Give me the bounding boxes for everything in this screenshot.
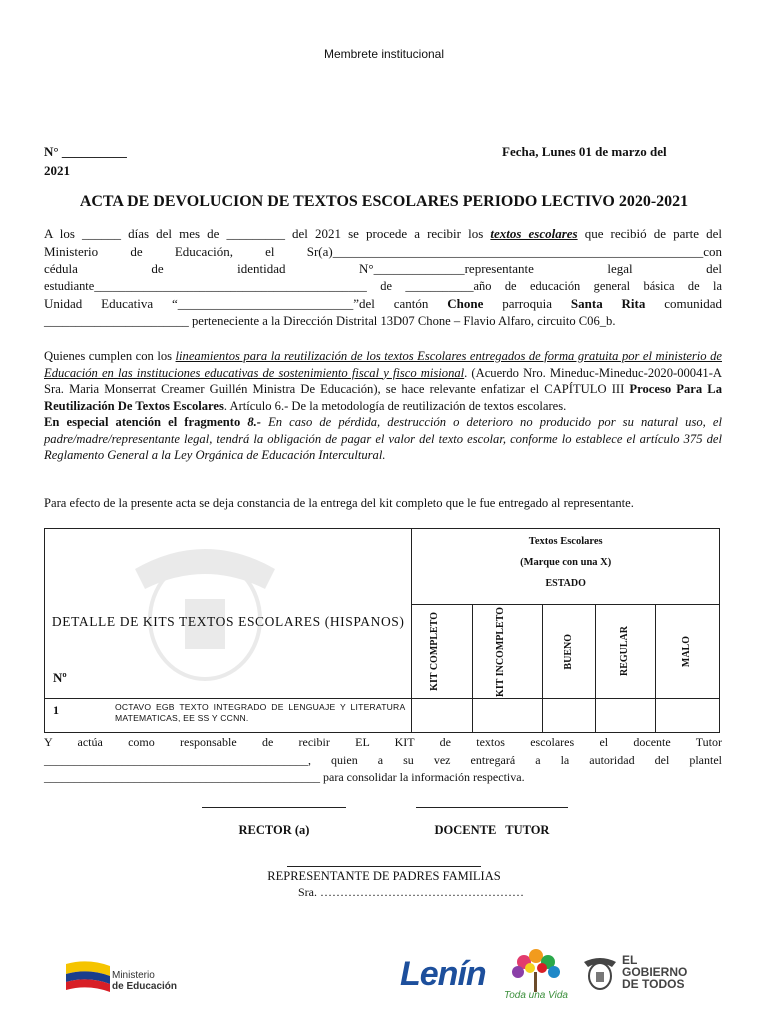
- canton-label: el cantón: [365, 296, 429, 311]
- gobierno-de-todos-logo: [582, 954, 702, 998]
- col-kit-completo: [412, 605, 472, 699]
- date-year: 2021: [44, 163, 70, 178]
- detail-header-text: DETALLE DE KITS TEXTOS ESCOLARES (HISPANOS): [51, 614, 405, 629]
- gobierno-line-2: GOBIERNO: [622, 965, 688, 979]
- col-malo-label: MALO: [681, 635, 693, 668]
- textos-escolares-emphasis: textos escolares: [490, 226, 578, 241]
- ecuador-coat-of-arms-icon: [582, 954, 618, 994]
- textos-escolares-header: [412, 529, 720, 605]
- letterhead: Membrete institucional: [323, 47, 445, 61]
- mineduc-flag-icon: [66, 960, 110, 996]
- kits-table: [44, 528, 720, 733]
- fragmento-number: 8.-: [247, 415, 261, 429]
- col-kit-completo-label: KIT COMPLETO: [429, 612, 441, 691]
- textos-escolares-title: Textos Escolares: [528, 536, 603, 547]
- row-number: 1: [53, 703, 59, 717]
- col-regular: [595, 605, 655, 699]
- toda-una-vida-text: Toda una Vida: [504, 990, 568, 1001]
- act-number: N° __________: [44, 144, 127, 159]
- col-kit-incompleto: [472, 605, 542, 699]
- comunidad-label: comunidad: [664, 296, 723, 311]
- fragmento-text: En caso de pérdida, destrucción o deterioro no producido por su natural uso, el padre/madre/representante legal, tendrá la obligación de pagar el valor del texto escolar, conforme lo establece el artículo 375 del Reglamento General a la Ley Orgánica de Educación Intercultural.: [44, 415, 722, 462]
- closing-paragraph: [44, 734, 722, 787]
- col-kit-incompleto-label: KIT INCOMPLETO: [494, 606, 506, 697]
- estado-label: ESTADO: [545, 578, 586, 589]
- toda-una-vida-logo: [494, 948, 578, 1008]
- intro-paragraph: [44, 225, 722, 330]
- ministerio-line-2: de Educación: [112, 981, 178, 992]
- fragmento-label: En especial atención el fragmento: [44, 415, 241, 429]
- number-header: Nº: [53, 670, 67, 685]
- parroquia-value: Santa Rita: [570, 296, 646, 311]
- col-malo: [655, 605, 719, 699]
- docente-signature-line: [416, 807, 568, 808]
- gobierno-line-3: DE TODOS: [622, 977, 685, 991]
- intro-line-1: [44, 225, 722, 243]
- intro-line-6: _______________________ perteneciente a la Dirección Distrital 13D07 Chone – Flavio Alfaro, circuito C06_b.: [44, 313, 616, 328]
- cell-kit-incompleto[interactable]: [472, 699, 542, 733]
- col-bueno: [543, 605, 595, 699]
- date-text: Fecha, Lunes 01 de marzo del: [502, 144, 667, 159]
- cell-bueno[interactable]: [543, 699, 595, 733]
- intro-line-1-end: que recibió de parte del: [584, 226, 723, 241]
- cell-regular[interactable]: [595, 699, 655, 733]
- parroquia-label: parroquia: [502, 296, 553, 311]
- cell-malo[interactable]: [655, 699, 719, 733]
- detail-header-cell: [45, 529, 412, 699]
- gobierno-line-1: EL: [622, 953, 638, 967]
- intro-line-5: [44, 295, 722, 313]
- intro-line-3: cédula de identidad N°______________representante legal del: [44, 261, 722, 276]
- representante-signature-line: [287, 866, 481, 867]
- lineamientos-paragraph: [44, 348, 722, 464]
- p2-text-a: Quienes cumplen con los: [44, 349, 173, 363]
- rector-label: RECTOR (a): [238, 823, 310, 837]
- intro-line-1-text: A los ______ días del mes de _________ del 2021 se procede a recibir los: [44, 226, 484, 241]
- canton-value: Chone: [447, 296, 484, 311]
- p2-text-e: . Artículo 6.- De la metodología de reutilización de textos escolares.: [223, 398, 567, 413]
- ministerio-line-1: Ministerio: [112, 970, 155, 981]
- marque-con-x-text: (Marque con una X): [520, 557, 612, 568]
- table-row: [45, 699, 720, 733]
- ministerio-educacion-logo: [66, 958, 186, 998]
- col-bueno-label: BUENO: [562, 633, 574, 670]
- lineamientos-link-text: lineamientos para la reutilización de los textos Escolares entregados de forma gratuita por el ministerio de Educación en las instituciones educativas de sostenimiento fiscal y fisco misional: [44, 349, 722, 380]
- row-description: OCTAVO EGB TEXTO INTEGRADO DE LENGUAJE Y LITERATURA MATEMATICAS, EE SS Y CCNN.: [115, 702, 406, 723]
- tree-icon: [494, 948, 578, 994]
- unidad-educativa-text: Unidad Educativa “___________________________”d: [44, 296, 366, 311]
- constancia-paragraph: Para efecto de la presente acta se deja constancia de la entrega del kit completo que le fue entregado al representante.: [44, 496, 634, 510]
- col-regular-label: REGULAR: [619, 626, 631, 677]
- ministerio-text: [112, 970, 177, 992]
- intro-line-4: estudiante____________________________________________ de ___________año de educación general básica de la: [44, 278, 722, 293]
- closing-line-2: ____________________________________________, quien a su vez entregará a la autoridad del plantel: [44, 752, 722, 767]
- p2-text-c: . (Acuerdo Nro. Mineduc-Mineduc-2020-00041-A Sra. Maria Monserrat Creamer Guillén Ministra De Educación), se hace relevante enfatizar el CAPÍTULO III: [44, 365, 722, 396]
- intro-line-2: Ministerio de Educación, el Sr(a)_________________________________________________________con: [44, 243, 722, 259]
- representante-label: REPRESENTANTE DE PADRES FAMILIAS: [267, 869, 501, 883]
- closing-line-3: ______________________________________________ para consolidar la información respectiva.: [44, 770, 525, 784]
- cell-kit-completo[interactable]: [412, 699, 472, 733]
- gobierno-text: [622, 954, 687, 990]
- rector-signature-line: [202, 807, 346, 808]
- row-desc-cell: [45, 699, 412, 733]
- lenin-logo: Lenín: [400, 955, 486, 993]
- document-title: ACTA DE DEVOLUCION DE TEXTOS ESCOLARES PERIODO LECTIVO 2020-2021: [79, 193, 689, 210]
- closing-line-1: Y actúa como responsable de recibir EL KIT de textos escolares el docente Tutor: [44, 735, 722, 749]
- sra-line: Sra. ……………………………………………: [298, 885, 524, 899]
- docente-label: DOCENTE TUTOR: [434, 823, 550, 837]
- proceso-reutilizacion-text: Proceso Para La Reutilización De Textos Escolares: [44, 382, 722, 413]
